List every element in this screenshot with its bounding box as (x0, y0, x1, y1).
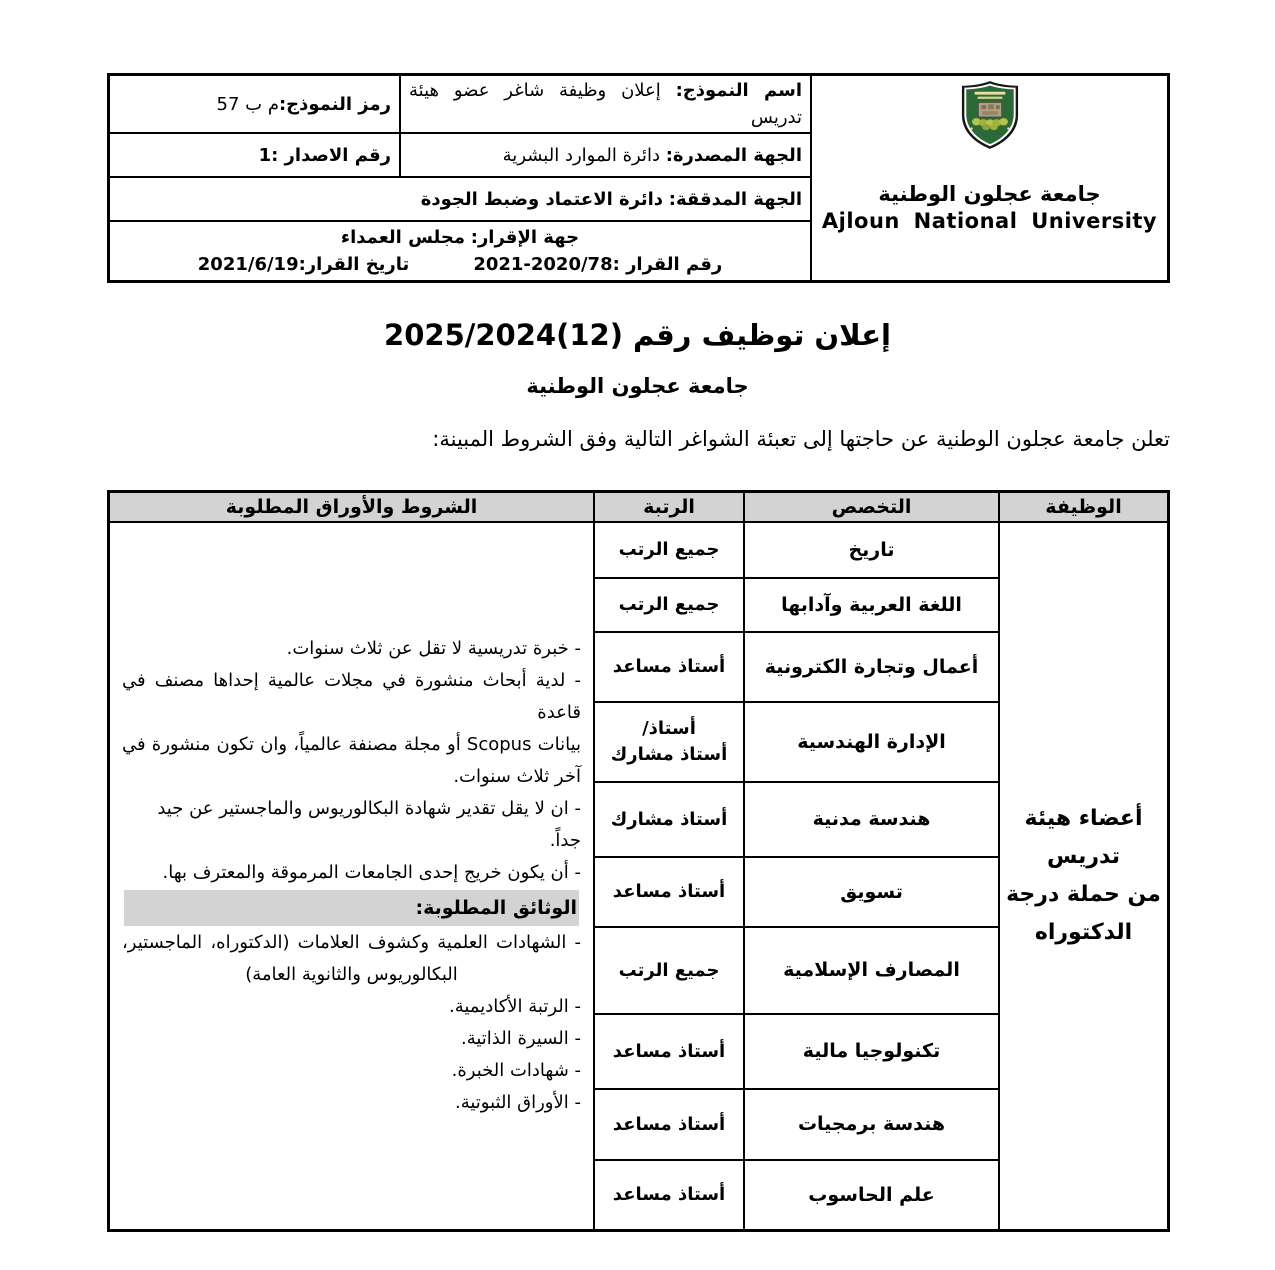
job-category-line: الدكتوراه (1034, 920, 1133, 945)
issuing-dept-line (409, 142, 802, 169)
rank-cell (594, 702, 744, 782)
job-category-line: أعضاء هيئة (1024, 806, 1143, 831)
document-line: - الشهادات العلمية وكشوف العلامات (الدكتوراه، الماجستير، (122, 932, 581, 953)
rank-cell: أستاذ مساعد (594, 1089, 744, 1160)
university-name-en: Ajloun National University (821, 209, 1158, 233)
requirements-cell (109, 522, 594, 1230)
rank-cell: جميع الرتب (594, 927, 744, 1014)
decision-date-label: تاريخ القرار: (298, 254, 410, 275)
approval-cell (109, 221, 811, 281)
university-identity-cell (811, 75, 1168, 281)
header-rank: الرتبة (594, 492, 744, 522)
issue-number-cell (109, 133, 400, 177)
vacancies-table (107, 490, 1170, 1232)
document-line: - الأوراق الثبوتية. (454, 1092, 581, 1113)
issue-number-value: 1 (258, 144, 272, 166)
requirement-line: بيانات Scopus أو مجلة مصنفة عالمياً، وان تكون منشورة في (122, 734, 582, 755)
specialization-cell: اللغة العربية وآدابها (744, 578, 999, 632)
specialization-cell: تكنولوجيا مالية (744, 1014, 999, 1089)
issue-number-line (118, 142, 391, 169)
specialization-cell: أعمال وتجارة الكترونية (744, 632, 999, 702)
form-code-cell (109, 75, 400, 133)
approval-label: جهة الإقرار: (470, 227, 580, 248)
issuing-dept-value: دائرة الموارد البشرية (502, 144, 660, 166)
audit-dept-value: دائرة الاعتماد وضبط الجودة (420, 188, 664, 210)
specialization-cell: هندسة برمجيات (744, 1089, 999, 1160)
requirement-line: آخر ثلاث سنوات. (453, 766, 581, 787)
rank-cell: جميع الرتب (594, 522, 744, 578)
rank-cell: أستاذ مساعد (594, 1014, 744, 1089)
documents-heading: الوثائق المطلوبة: (124, 890, 579, 926)
header-requirements: الشروط والأوراق المطلوبة (109, 492, 594, 522)
announcement-title-text: إعلان توظيف رقم (12) (556, 318, 891, 352)
audit-dept-line (118, 186, 802, 213)
specialization-cell: هندسة مدنية (744, 782, 999, 857)
form-name-label: اسم النموذج: (675, 80, 802, 101)
form-code-value: م ب 57 (216, 93, 279, 115)
rank-cell: أستاذ مساعد (594, 857, 744, 927)
form-name-line2: تدريس (750, 107, 802, 128)
decision-line (118, 251, 802, 278)
university-crest-icon (959, 80, 1021, 150)
job-category-cell (999, 522, 1168, 1230)
decision-number-label: رقم القرار : (612, 254, 723, 275)
rank-line1: أستاذ/ (642, 718, 696, 739)
specialization-cell: تسويق (744, 857, 999, 927)
decision-number (473, 251, 722, 278)
form-name-cell (400, 75, 811, 133)
issuing-dept-label: الجهة المصدرة: (665, 144, 802, 166)
form-code-label: رمز النموذج: (278, 93, 391, 115)
rank-cell: أستاذ مساعد (594, 632, 744, 702)
announcement-intro: تعلن جامعة عجلون الوطنية عن حاجتها إلى تعبئة الشواغر التالية وفق الشروط المبينة: (432, 427, 1170, 451)
decision-date-value: 2021/6/19 (197, 254, 299, 275)
form-header-table (107, 73, 1170, 283)
document-line: البكالوريوس والثانوية العامة) (245, 964, 458, 985)
issuing-dept-cell (400, 133, 811, 177)
rank-line2: أستاذ مشارك (610, 744, 728, 765)
specialization-cell: تاريخ (744, 522, 999, 578)
requirement-line: - لدية أبحاث منشورة في مجلات عالمية إحداها مصنف في قاعدة (122, 670, 581, 723)
announcement-title (0, 318, 1275, 352)
decision-date (198, 251, 410, 278)
decision-number-value: 2021-2020/78 (473, 254, 613, 275)
job-category-line: تدريس (1047, 844, 1120, 869)
document-line: - السيرة الذاتية. (460, 1028, 581, 1049)
announcement-title-year: 2025/2024 (384, 318, 557, 352)
requirement-line: - أن يكون خريج إحدى الجامعات المرموقة والمعترف بها. (162, 862, 581, 883)
form-name-value: إعلان وظيفة شاغر عضو هيئة (409, 80, 661, 101)
header-job: الوظيفة (999, 492, 1168, 522)
requirement-line: - خبرة تدريسية لا تقل عن ثلاث سنوات. (286, 638, 581, 659)
approval-line (118, 224, 802, 251)
rank-cell: أستاذ مساعد (594, 1160, 744, 1230)
specialization-cell: الإدارة الهندسية (744, 702, 999, 782)
audit-dept-cell (109, 177, 811, 221)
requirement-line: - ان لا يقل تقدير شهادة البكالوريوس والماجستير عن جيد جداً. (157, 798, 581, 851)
issue-number-label: رقم الاصدار : (271, 144, 391, 166)
approval-value: مجلس العمداء (340, 227, 466, 248)
header-specialization: التخصص (744, 492, 999, 522)
document-line: - شهادات الخبرة. (451, 1060, 581, 1081)
rank-cell: جميع الرتب (594, 578, 744, 632)
rank-cell: أستاذ مشارك (594, 782, 744, 857)
form-code-line (118, 91, 391, 118)
audit-dept-label: الجهة المدققة: (668, 188, 802, 210)
specialization-cell: المصارف الإسلامية (744, 927, 999, 1014)
job-category-line: من حملة درجة (1006, 882, 1161, 907)
form-name-line1 (409, 77, 802, 104)
announcement-subtitle: جامعة عجلون الوطنية (526, 374, 749, 398)
specialization-cell: علم الحاسوب (744, 1160, 999, 1230)
document-line: - الرتبة الأكاديمية. (448, 996, 581, 1017)
university-name-ar: جامعة عجلون الوطنية (878, 182, 1101, 206)
